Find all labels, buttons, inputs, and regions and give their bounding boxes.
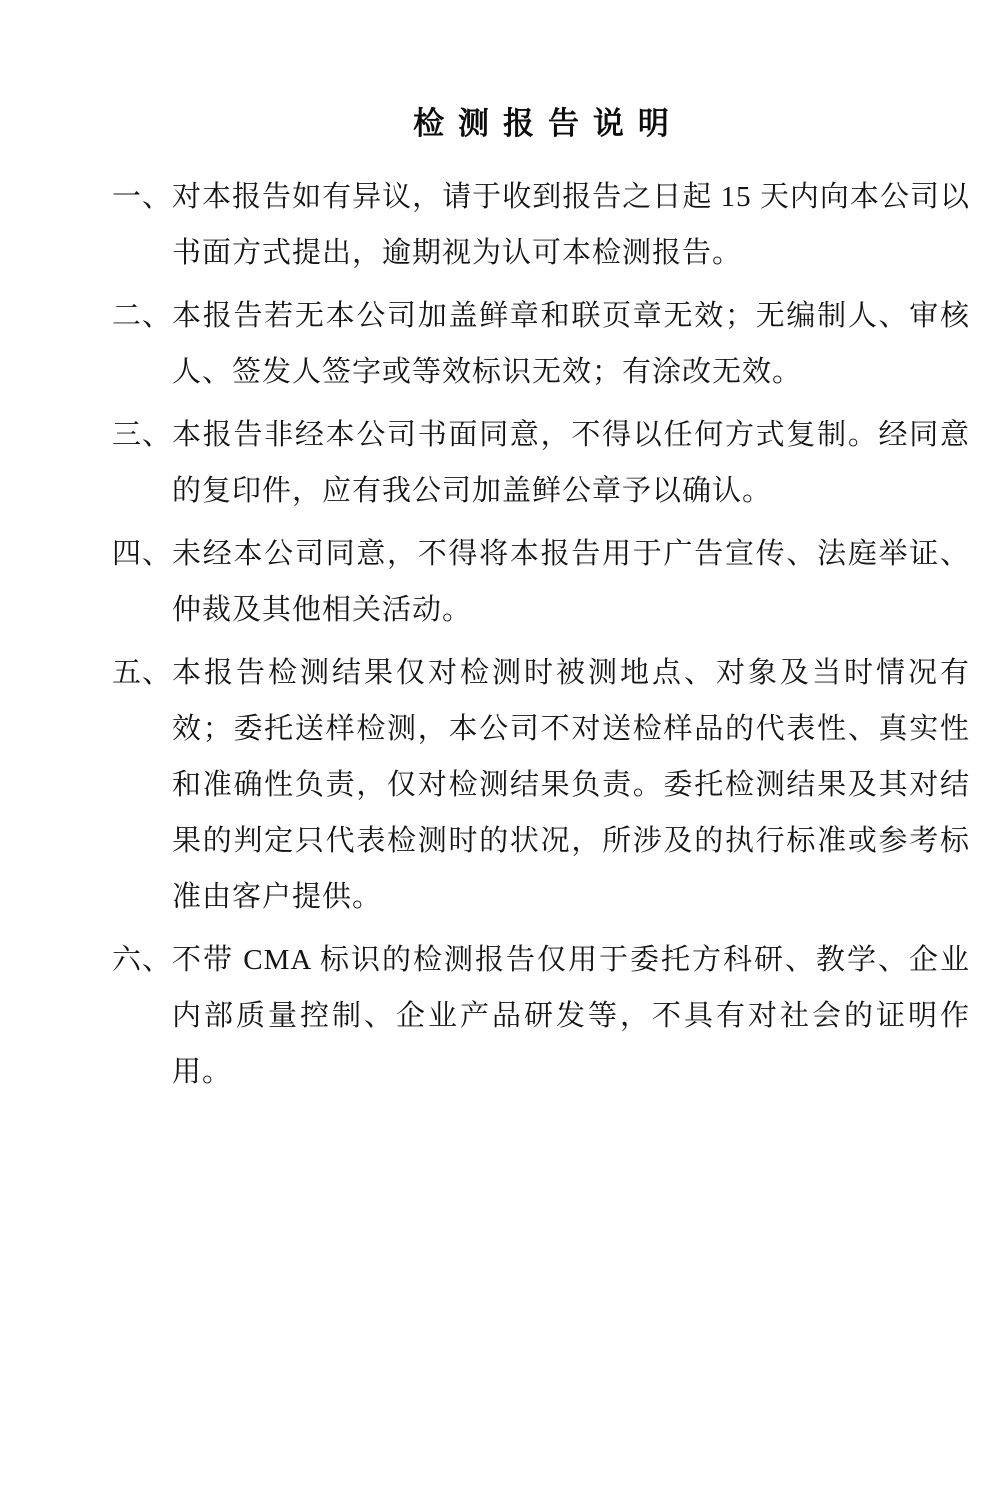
note-number: 四、	[112, 538, 173, 570]
note-text: 未经本公司同意，不得将本报告用于广告宣传、法庭举证、仲裁及其他相关活动。	[172, 538, 970, 626]
note-item-4	[112, 526, 970, 638]
note-text: 本报告若无本公司加盖鲜章和联页章无效；无编制人、审核人、签发人签字或等效标识无效；有涂改无效。	[172, 300, 970, 388]
note-text: 不带 CMA 标识的检测报告仅用于委托方科研、教学、企业内部质量控制、企业产品研发等，不具有对社会的证明作用。	[172, 944, 970, 1088]
note-text: 本报告非经本公司书面同意，不得以任何方式复制。经同意的复印件，应有我公司加盖鲜公章予以确认。	[172, 419, 970, 507]
note-number: 六、	[112, 944, 173, 976]
note-item-3	[112, 407, 970, 519]
note-text: 对本报告如有异议，请于收到报告之日起 15 天内向本公司以书面方式提出，逾期视为认可本检测报告。	[172, 181, 970, 269]
notes-list	[112, 169, 970, 1100]
note-item-1	[112, 169, 970, 281]
note-item-5	[112, 645, 970, 925]
note-number: 一、	[112, 181, 173, 213]
note-number: 三、	[112, 419, 173, 451]
note-item-2	[112, 288, 970, 400]
note-item-6	[112, 932, 970, 1100]
note-number: 二、	[112, 300, 173, 332]
page-title: 检测报告说明	[413, 106, 683, 141]
note-text: 本报告检测结果仅对检测时被测地点、对象及当时情况有效；委托送样检测，本公司不对送检样品的代表性、真实性和准确性负责，仅对检测结果负责。委托检测结果及其对结果的判定只代表检测时的状况，所涉及的执行标准或参考标准由客户提供。	[172, 657, 970, 913]
note-number: 五、	[112, 657, 173, 689]
